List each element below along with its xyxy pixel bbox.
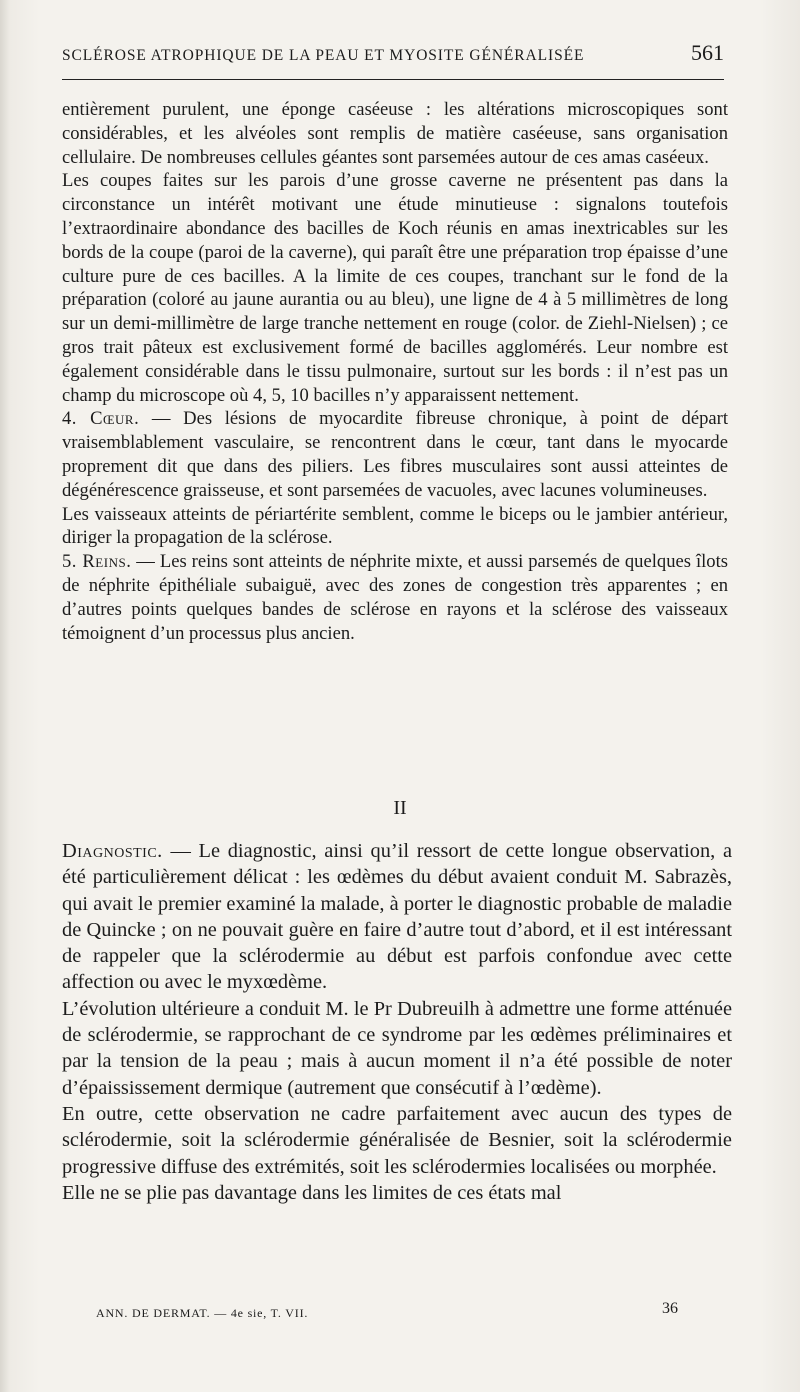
- paragraph-text: — Les reins sont atteints de néphrite mixte, et aussi parsemés de quelques îlots de néphrite épithéliale subaiguë, avec des zones de congestion très apparentes ; en d’autres points quelques bandes de sclérose en rayons et la sclérose des vaisseaux témoignent d’un processus plus ancien.: [62, 551, 728, 644]
- paragraph-text: L’évolution ultérieure a conduit M. le Pr Dubreuilh à admettre une forme atténuée de sclérodermie, se rapprochant de ce syndrome par les œdèmes préliminaires et par la tension de la peau ; mais à aucun moment il n’a été possible de noter d’épaississement dermique (autrement que consécutif à l’œdème).: [62, 997, 732, 1099]
- paragraph: [62, 503, 728, 551]
- body-text-small: [62, 98, 728, 645]
- paragraph-text: — Des lésions de myocardite fibreuse chronique, à point de départ vraisemblablement vasculaire, se rencontrent dans le cœur, tant dans le myocarde proprement dit que dans des piliers. Les fibres musculaires sont aussi atteintes de dégénérescence graisseuse, et sont parsemées de vacuoles, avec lacunes volumineuses.: [62, 408, 729, 501]
- paragraph-text: entièrement purulent, une éponge caséeuse : les altérations microscopiques sont considérables, et les alvéoles sont remplis de matière caséeuse, sans organisation cellulaire. De nombreuses cellules géantes sont parsemées autour de ces amas caséeux.: [62, 99, 728, 168]
- paragraph-text: En outre, cette observation ne cadre parfaitement avec aucun des types de sclérodermie, soit la sclérodermie généralisée de Besnier, soit la sclérodermie progressive diffuse des extrémités, soit les sclérodermies localisées ou morphée.: [62, 1102, 732, 1178]
- paragraph: [62, 407, 728, 502]
- running-title: SCLÉROSE ATROPHIQUE DE LA PEAU ET MYOSITE GÉNÉRALISÉE: [62, 47, 585, 64]
- paragraph-lead: 5. Reins.: [62, 551, 132, 573]
- paragraph-text: Les coupes faites sur les parois d’une grosse caverne ne présentent pas dans la circonstance un intérêt motivant une étude minutieuse : signalons toutefois l’extraordinaire abondance des bacilles de Koch réunis en amas inextricables sur les bords de la coupe (paroi de la caverne), qui paraît être une préparation trop épaisse d’une culture pure de ces bacilles. A la limite de ces coupes, tranchant sur le fond de la préparation (coloré au jaune aurantia ou au bleu), une ligne de 4 à 5 millimètres de long sur un demi-millimètre de large tranche nettement en rouge (color. de Ziehl-Nielsen) ; ce gros trait pâteux est exclusivement formé de bacilles agglomérés. Leur nombre est également considérable dans le tissu pulmonaire, surtout sur les bords : il n’est pas un champ du microscope où 4, 5, 10 bacilles n’y apparaissent nettement.: [62, 170, 728, 406]
- paragraph-text: Elle ne se plie pas davantage dans les limites de ces états mal: [62, 1181, 562, 1204]
- paragraph: [62, 996, 732, 1101]
- paragraph-text: — Le diagnostic, ainsi qu’il ressort de cette longue observation, a été particulièrement délicat : les œdèmes du début avaient conduit M. Sabrazès, qui avait le premier examiné la malade, à porter le diagnostic probable de maladie de Quincke ; on ne pouvait guère en faire d’autre tout d’abord, et il est intéressant de rappeler que la sclérodermie au début est parfois confondue avec cette affection ou avec le myxœdème.: [62, 840, 732, 994]
- paragraph: [62, 838, 732, 996]
- paragraph-lead: 4. Cœur.: [62, 408, 140, 430]
- paragraph: [62, 1101, 732, 1180]
- journal-footer: ANN. DE DERMAT. — 4e sie, T. VII.: [96, 1306, 309, 1320]
- header-rule: [62, 79, 724, 80]
- running-header: [62, 40, 724, 66]
- page-number: 561: [691, 40, 724, 65]
- paragraph: [62, 98, 728, 169]
- paragraph: [62, 169, 728, 407]
- body-text-large: [62, 838, 732, 1206]
- signature-mark: 36: [662, 1300, 678, 1317]
- paragraph: [62, 550, 728, 645]
- section-number: II: [393, 797, 407, 819]
- paragraph-text: Les vaisseaux atteints de périartérite semblent, comme le biceps ou le jambier antérieur, diriger la propagation de la sclérose.: [62, 503, 728, 549]
- paragraph-lead: Diagnostic.: [62, 840, 163, 862]
- paragraph: [62, 1180, 732, 1206]
